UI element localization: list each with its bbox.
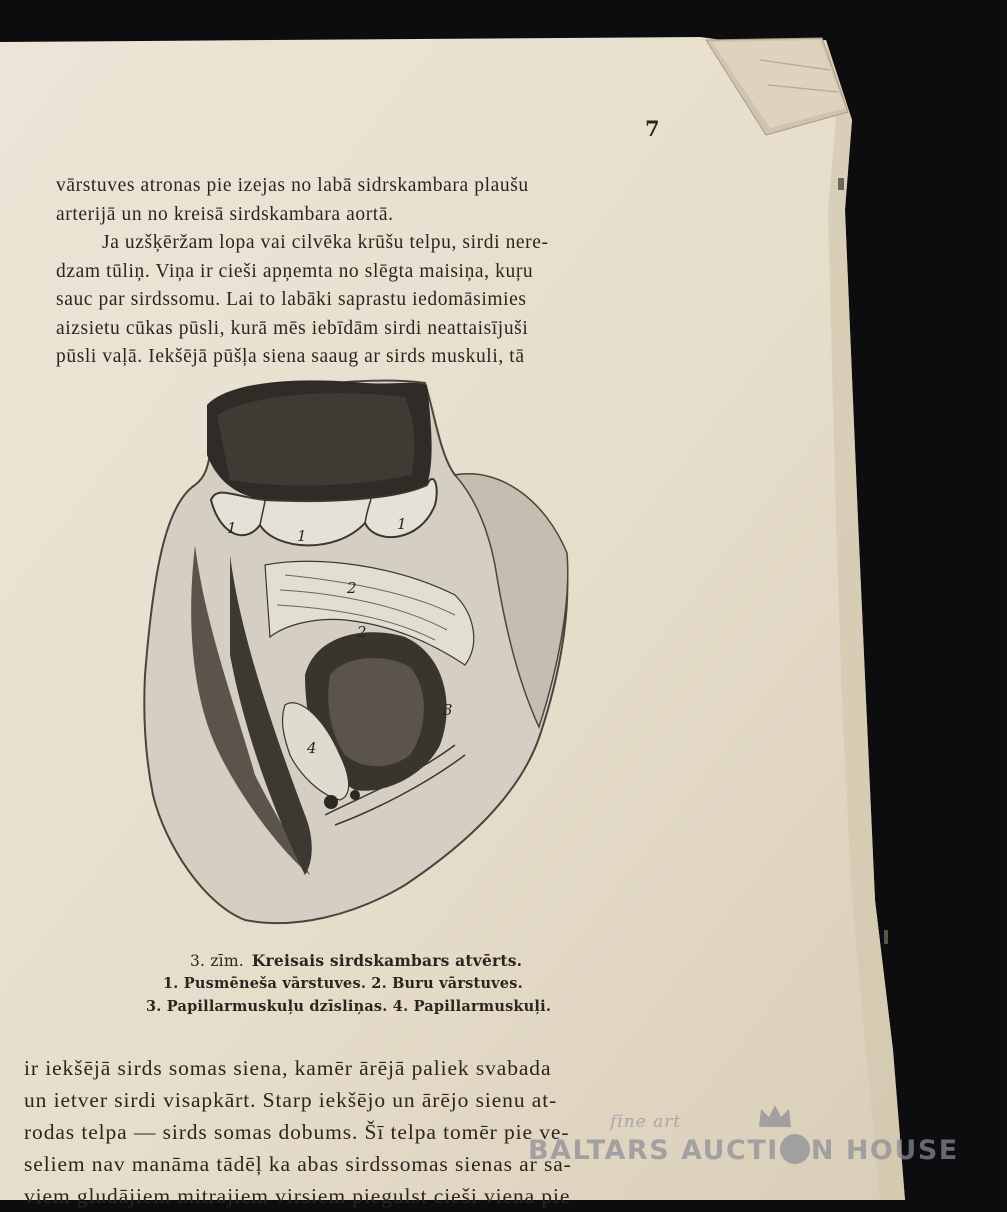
text-line: arterijā un no kreisā sirdskambara aortā.	[56, 203, 394, 225]
watermark-logo	[528, 1134, 959, 1166]
figure-legend-line: 3. Papillarmuskuļu dzīsliņas. 4. Papillarmuskuļi.	[146, 998, 552, 1015]
figure-label: 3	[443, 701, 453, 719]
text-line: vārstuves atronas pie izejas no labā sidrskambara plaušu	[56, 175, 529, 196]
crown-icon	[757, 1103, 793, 1129]
watermark-text: BALTARS AUCTI	[528, 1135, 779, 1166]
figure-label: 2	[357, 623, 367, 641]
page-number: 7	[645, 116, 661, 141]
text-line: sauc par sirdssomu. Lai to labāki saprastu iedomāsimies	[56, 289, 527, 310]
heart-illustration	[135, 375, 585, 935]
figure-label: 4	[307, 739, 317, 757]
text-line: seliem nav manāma tādēļ ka abas sirdssomas sienas ar sa-	[24, 1152, 572, 1176]
figure-label: 1	[297, 527, 307, 545]
text-line: aizsietu cūkas pūsli, kurā mēs iebīdām sirdi neattaisījuši	[56, 317, 529, 339]
figure-title: Kreisais sirdskambars atvērts.	[251, 951, 523, 970]
text-line: rodas telpa — sirds somas dobums. Šī telpa tomēr pie ve-	[24, 1120, 570, 1144]
text-line: pūsli vaļā. Iekšējā pūšļa siena saaug ar sirds muskuli, tā	[56, 346, 525, 367]
text-line: dzam tūliņ. Viņa ir cieši apņemta no slēgta maisiņa, kuŗu	[56, 260, 534, 282]
figure-label: 1	[397, 515, 407, 533]
top-paragraph	[56, 172, 666, 372]
text-line: un ietver sirdi visapkārt. Starp iekšējo un ārējo sienu at-	[24, 1088, 558, 1112]
watermark-o-icon	[780, 1134, 810, 1164]
figure-number: 3. zīm.	[190, 952, 244, 970]
watermark-text: N HOUSE	[810, 1135, 959, 1166]
text-line: ir iekšējā sirds somas siena, kamēr ārējā paliek svabada	[24, 1056, 552, 1080]
bottom-paragraph	[24, 1052, 714, 1212]
figure-caption	[190, 951, 522, 970]
text-line: Ja uzšķēržam lopa vai cilvēka krūšu telpu, sirdi nere-	[102, 232, 549, 253]
figure-label: 1	[227, 519, 237, 537]
figure-label: 2	[347, 579, 357, 597]
text-line: viem gludājiem mitrajiem virsiem piegulst cieši viena pie	[24, 1184, 571, 1208]
watermark-script: fine art	[610, 1112, 682, 1132]
figure-legend-line: 1. Pusmēneša vārstuves. 2. Buru vārstuves.	[163, 975, 523, 992]
